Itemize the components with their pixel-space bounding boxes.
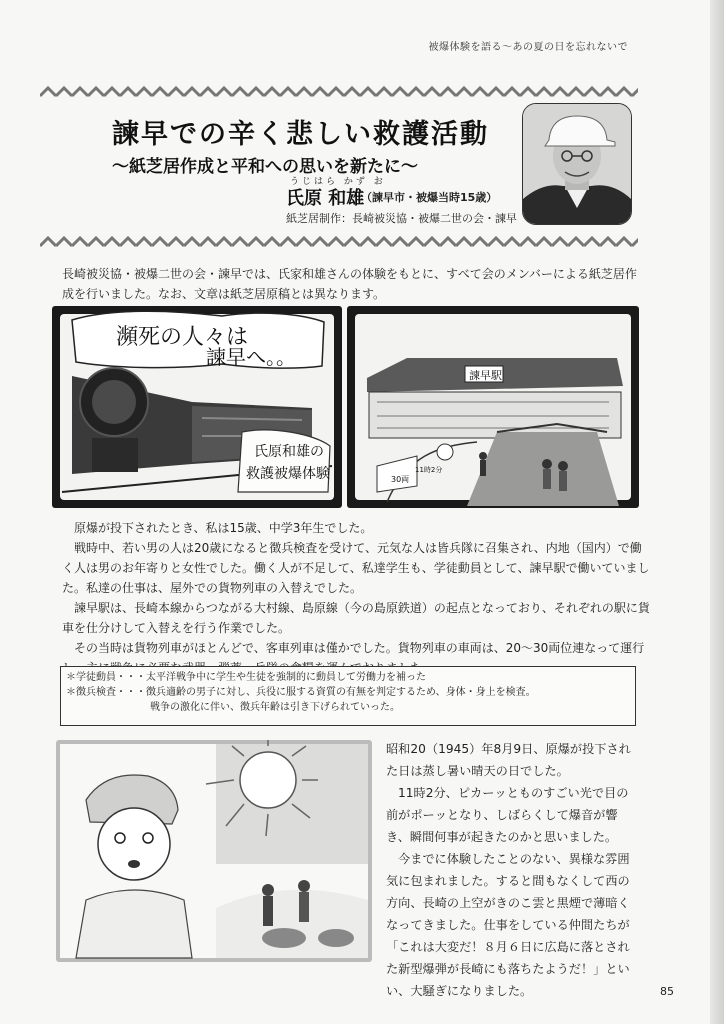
body-text (62, 518, 650, 678)
kamishibai-panel-train (52, 306, 342, 508)
panel2-station-sign: 諫早駅 (469, 369, 502, 382)
col2-paragraph: 今までに体験したことのない、異様な雰囲気に包まれました。すると間もなくして西の方向、長崎の上空がきのこ雲と黒煙で薄暗くなってきました。仕事をしている仲間たちが「これは大変だ！８月６日に広島に落とされた新型爆弾が長崎にも落ちたようだ！」といい、大騒ぎになりました。 (386, 852, 630, 998)
page-title: 諫早での辛く悲しい救護活動 (112, 119, 489, 150)
panel1-title-line1: 瀕死の人々は (116, 325, 249, 350)
author-name: 氏原 和雄 (286, 188, 365, 209)
panel1-caption-line1: 氏原和雄の (254, 444, 324, 460)
intro-text: 長崎被災協・被爆二世の会・諫早では、氏家和雄さんの体験をもとに、すべて会のメンバーによる紙芝居作成を行いました。なお、文章は紙芝居原稿とは異なります。 (62, 267, 637, 301)
author-photo (522, 103, 632, 225)
body-paragraph: その当時は貨物列車がほとんどで、客車列車は僅かでした。貨物列車の車両は、20〜30両位連なって運行 (74, 641, 645, 655)
footnote-chohei-cont: 戦争の激化に伴い、徴兵年齢は引き下げられていった。 (150, 702, 400, 713)
panel1-caption-line2: 救護被爆体験 (246, 466, 330, 482)
body-paragraph: 原爆が投下されたとき、私は15歳、中学3年生でした。 (74, 521, 373, 535)
panel2-train-label: 30両 (391, 475, 410, 484)
kamishibai-panel-station (347, 306, 639, 508)
footnote-gakuto: ＊学徒動員・・・太平洋戦争中に学生や生徒を強制的に動員して労働力を補った (66, 672, 426, 683)
panel2-clock-label: 11時2分 (415, 466, 443, 474)
bottom-zigzag-border (40, 236, 638, 248)
author-note: （諫早市・被爆当時15歳） (361, 191, 498, 204)
right-column-text (386, 738, 640, 1002)
col2-paragraph: 11時2分、ピカーッとものすごい光で目の前がポーッとなり、しばらくして爆音が響き、瞬間何事が起きたのかと思いました。 (386, 786, 629, 844)
page-edge (710, 0, 724, 1024)
body-paragraph: 諫早駅は、長崎本線からつながる大村線、島原線（今の島原鉄道）の起点となっており、それぞれの駅に貨車を仕分けして入替えを行う作業でした。 (62, 601, 650, 635)
footnote-chohei: ＊徴兵検査・・・徴兵適齢の男子に対し、兵役に服する資質の有無を判定するため、身体・身上を検査。 (66, 687, 536, 698)
body-paragraph: 戦時中、若い男の人は20歳になると徴兵検査を受けて、元気な人は皆兵隊に召集され、内地（国内）で働く人は男のお年寄りと女性でした。働く人が不足して、私達学生も、学徒動員として、諫早駅で働いていました。私達の仕事は、屋外での貨物列車の入替えでした。 (62, 541, 650, 595)
credit-line: 紙芝居制作：長崎被災協・被爆二世の会・諫早 (286, 212, 517, 225)
top-zigzag-border (40, 86, 638, 98)
page-subtitle: 〜紙芝居作成と平和への思いを新たに〜 (112, 157, 418, 177)
page-number: 85 (660, 985, 674, 998)
running-header: 被爆体験を語る〜あの夏の日を忘れないで (428, 42, 628, 53)
author-ruby: うじはら かず お (290, 177, 386, 187)
col2-paragraph: 昭和20（1945）年8月9日、原爆が投下された日は蒸し暑い晴天の日でした。 (386, 742, 631, 778)
panel1-title-line2: 諫早へ。。 (206, 345, 296, 369)
kamishibai-panel-flash (56, 740, 372, 962)
footnote-box (60, 666, 636, 726)
